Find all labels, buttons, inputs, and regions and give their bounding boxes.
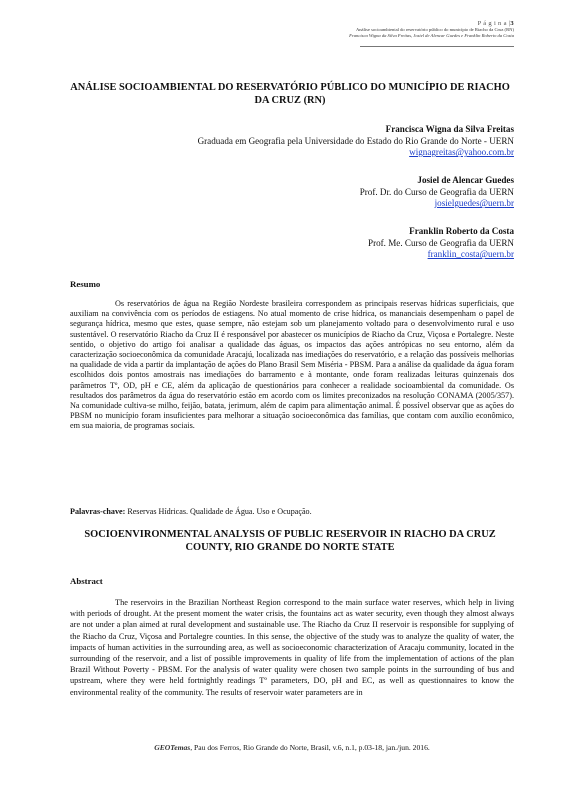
header-rule bbox=[360, 46, 514, 47]
author-name: Josiel de Alencar Guedes bbox=[417, 175, 514, 185]
author-email-link[interactable]: franklin_costa@uern.br bbox=[427, 249, 514, 260]
running-title: Análise socioambiental do reservatório público do município de Riacho da Cruz (RN) bbox=[355, 27, 514, 32]
author-block-2 bbox=[360, 175, 514, 210]
abstract-text: The reservoirs in the Brazilian Northeast Region correspond to the main surface water reserves, which help in living with periods of drought. At the present moment the water crisis, the fountains act as water security, even though they almost always are not under a plan aimed at rural development and sustainable use. The Riacho da Cruz II reservoir is responsible for supplying of the Riacho da Cruz, Viçosa and Portalegre counties. In this sense, the objective of the study was to analyze the quality of water, the impacts of human activities in the surrounding area, as well as socioeconomic characterization of Aracaju community, located in the surrounding of the reservoir, and a list of possible improvements in quality of life from the implementation of actions of the plan Brazil Without Poverty - PBSM. For the analysis of water quality were chosen two sample points in the surrounding of bus and upstream, where they were held fortnightly readings Tº parameters, DO, pH and EC, as well as questionnaires to know the environmental reality of the community. The results of reservoir water parameters are in bbox=[70, 598, 514, 697]
page-number: 3 bbox=[510, 20, 514, 27]
page-footer bbox=[70, 743, 514, 752]
journal-name: GEOTemas bbox=[154, 743, 191, 752]
author-affiliation: Prof. Me. Curso de Geografia da UERN bbox=[368, 237, 514, 248]
keywords-label: Palavras-chave: bbox=[70, 507, 126, 516]
author-email-link[interactable]: josielguedes@uern.br bbox=[434, 198, 514, 209]
keywords-text: Reservas Hídricas. Qualidade de Água. Uso e Ocupação. bbox=[125, 507, 312, 516]
resumo-text: Os reservatórios de água na Região Nordeste brasileira correspondem as principais reservas hídricas superficiais, que auxiliam na convivência com os períodos de estiagens. No atual momento de crise hídrica, os mananciais desempenham o papel de segurança hídrica, mesmo que estes, quase sempre, não estejam sob um planejamento voltado para o desenvolvimento rural e uso sustentável. O reservatório Riacho da Cruz II é responsável por abastecer os municípios de Riacho da Cruz, Viçosa e Portalegre. Neste sentido, o objetivo do artigo foi analisar a qualidade das águas, os impactos das ações antrópicas no seu entorno, além da caracterização socioeconômica da comunidade Aracajú, localizada nas imediações do reservatório, e a relação das possíveis melhorias na qualidade de vida a partir da implantação de ações do Plano Brasil Sem Miséria - PBSM. Para a análise da qualidade da água foram escolhidos dois pontos amostrais nas imediações do barramento e à montante, onde foram realizadas leituras quinzenais dos parâmetros Tº, OD, pH e CE, além da aplicação de questionários para conhecer a realidade socioambiental da comunidade. Os resultados dos parâmetros da água do reservatório estão em acordo com os limites preconizados na resolução CONAMA (2005/357). Na comunidade cultiva-se milho, feijão, batata, jerimum, além de capim para alimentação animal. É possível observar que as ações do PBSM no município foram insuficientes para melhorar a situação socioeconômica das famílias, que contam com auxílio econômico, em sua maioria, de programas sociais. bbox=[70, 299, 514, 431]
page-word: P á g i n a bbox=[477, 20, 507, 27]
running-authors: Francisca Wigna da Silva Freitas, Josiel de Alencar Guedes e Franklin Roberto da Costa bbox=[349, 33, 514, 38]
resumo-heading: Resumo bbox=[70, 279, 101, 289]
author-block-3 bbox=[368, 226, 514, 261]
author-affiliation: Prof. Dr. do Curso de Geografia da UERN bbox=[359, 186, 514, 197]
journal-citation: , Pau dos Ferros, Rio Grande do Norte, Brasil, v.6, n.1, p.03-18, jan./jun. 2016. bbox=[190, 743, 430, 752]
english-title: SOCIOENVIRONMENTAL ANALYSIS OF PUBLIC RESERVOIR IN RIACHO DA CRUZ COUNTY, RIO GRANDE DO NORTE STATE bbox=[84, 529, 496, 553]
author-email-link[interactable]: wignagreitas@yahoo.com.br bbox=[409, 147, 514, 158]
author-name: Franklin Roberto da Costa bbox=[409, 226, 514, 236]
author-name: Francisca Wigna da Silva Freitas bbox=[385, 124, 514, 134]
article-title: ANÁLISE SOCIOAMBIENTAL DO RESERVATÓRIO PÚBLICO DO MUNICÍPIO DE RIACHO DA CRUZ (RN) bbox=[70, 82, 510, 106]
abstract-heading: Abstract bbox=[70, 576, 103, 586]
keywords bbox=[70, 507, 514, 517]
page-label: P á g i n a |3 bbox=[477, 20, 514, 27]
running-header bbox=[349, 20, 514, 39]
author-block-1 bbox=[198, 124, 514, 159]
author-affiliation: Graduada em Geografia pela Universidade do Estado do Rio Grande do Norte - UERN bbox=[197, 135, 514, 146]
